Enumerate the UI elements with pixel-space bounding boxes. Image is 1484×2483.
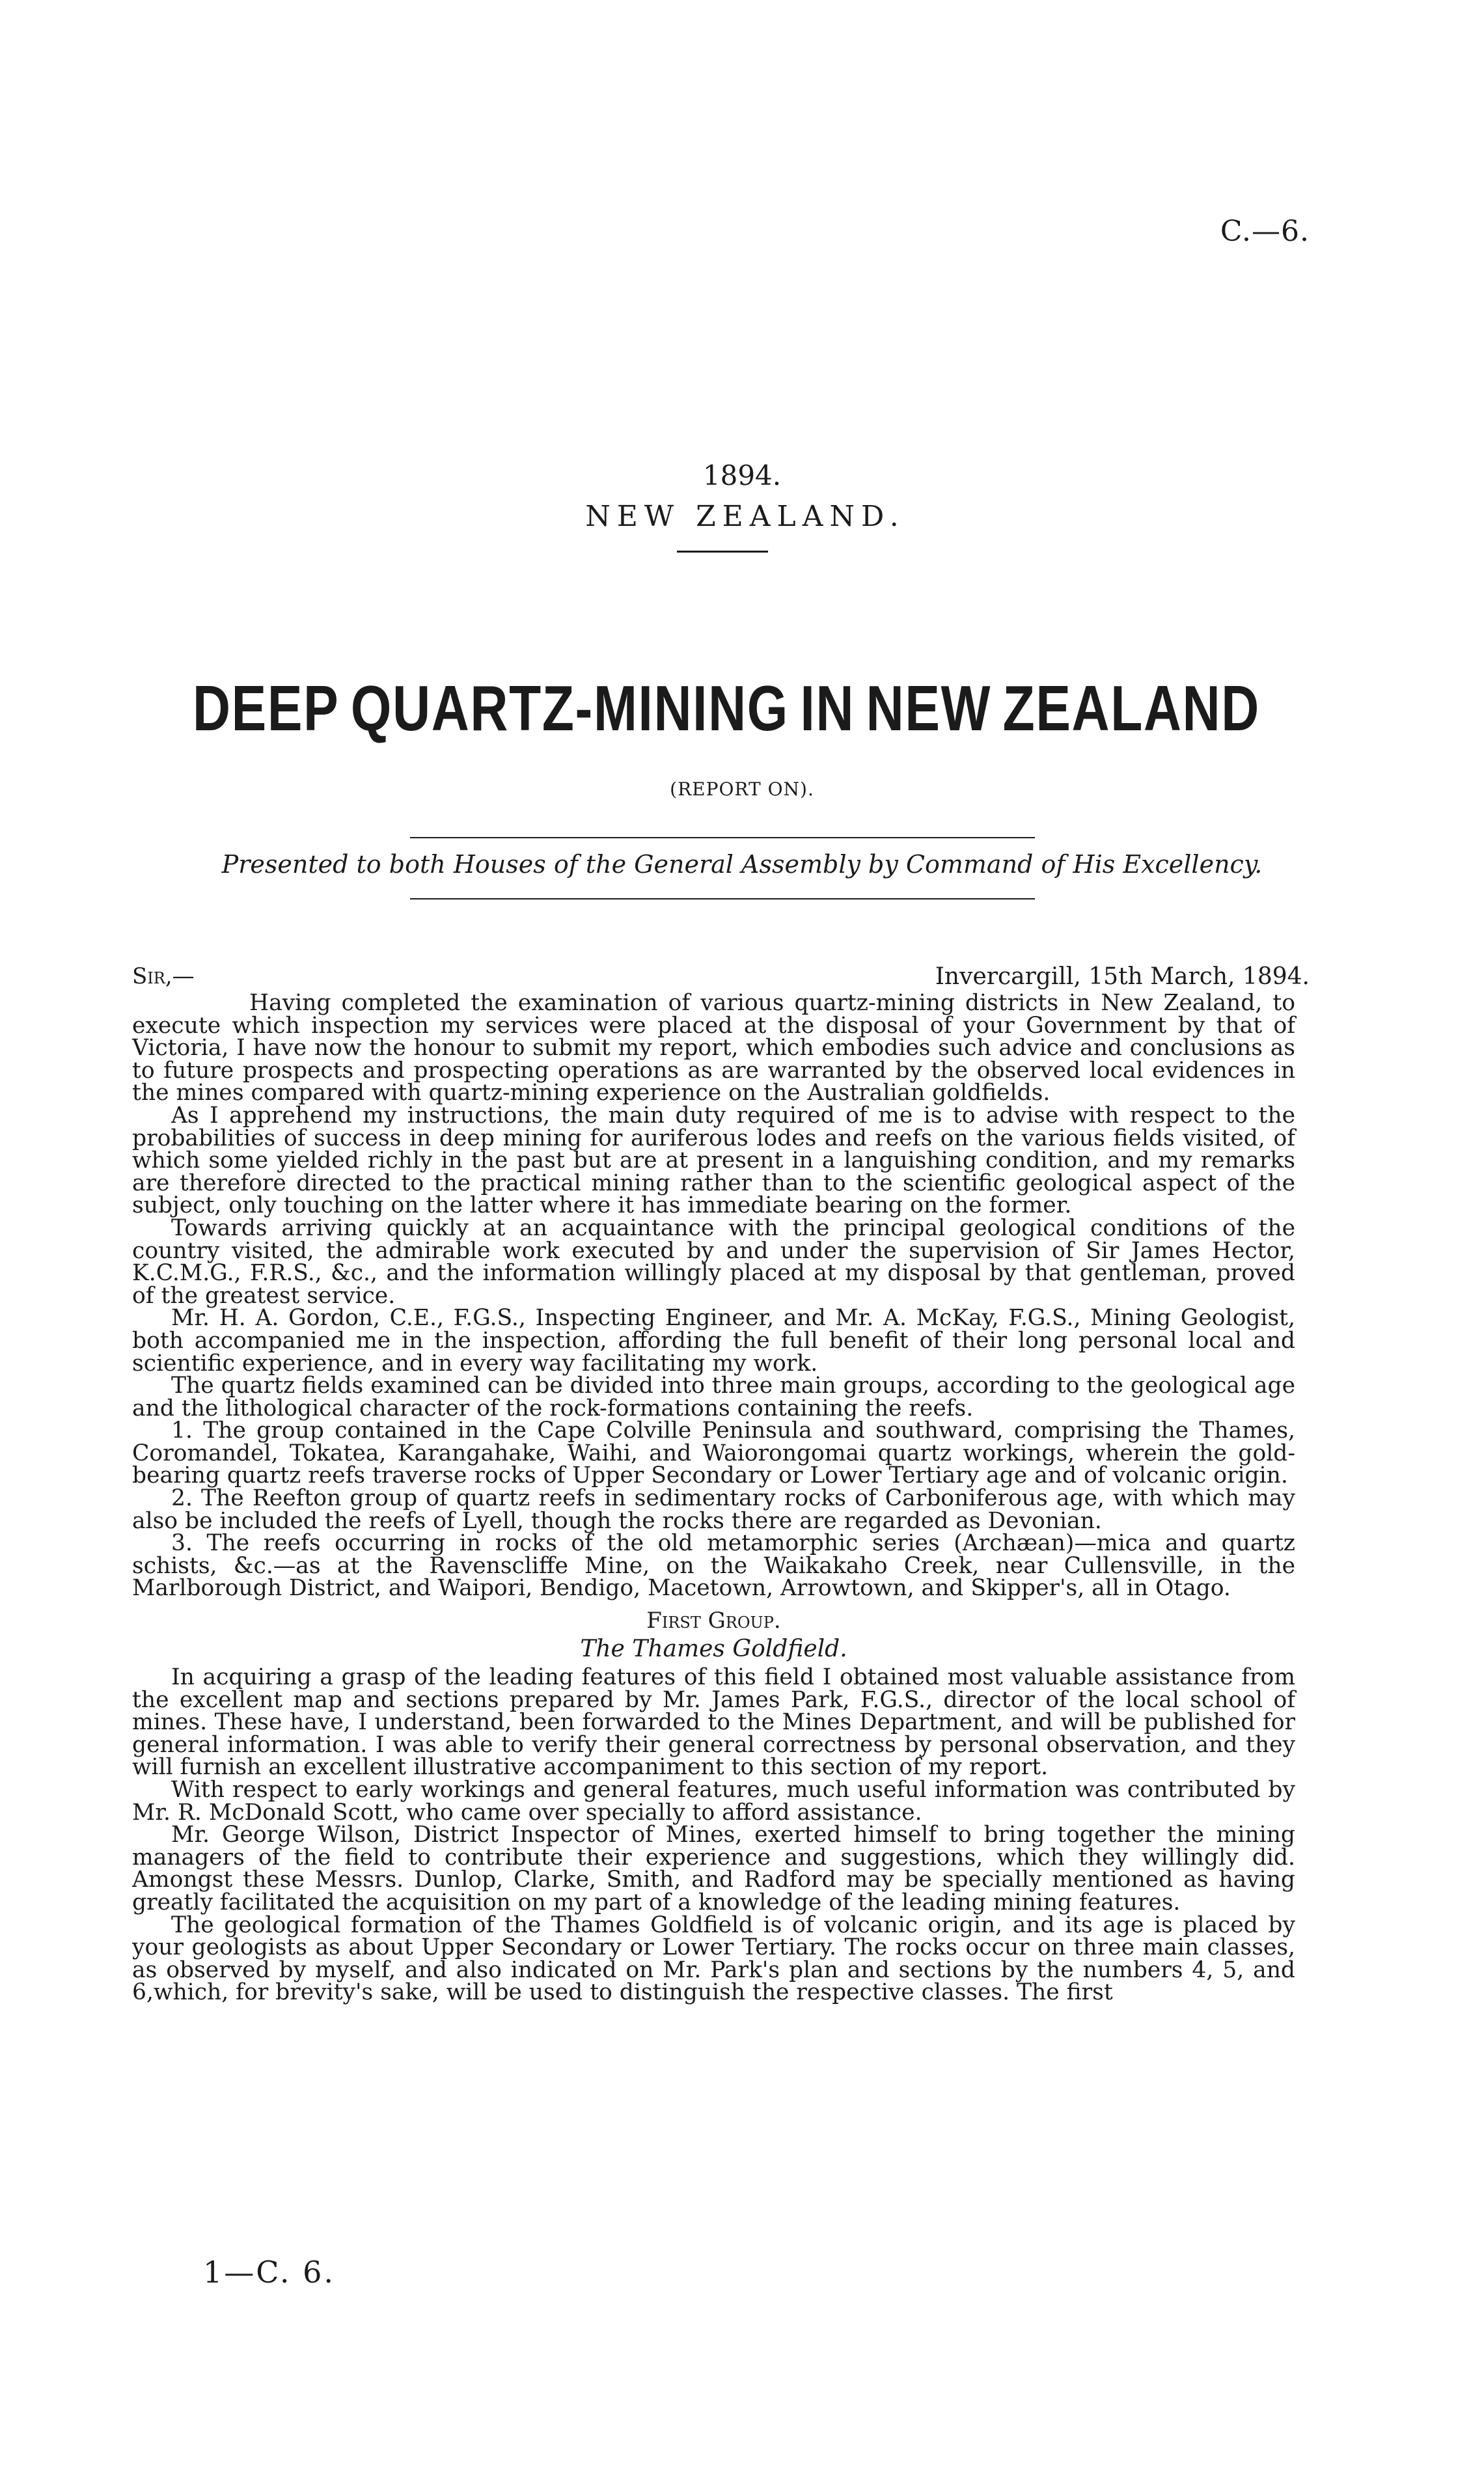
paragraph: Towards arriving quickly at an acquaintance with the principal geological conditions of the country visited, the admirable work executed by and under the supervision of Sir James Hector, K.C.M.G., F.R.S., &c., and the information willingly placed at my disposal by that gentleman, proved of the greatest service. (132, 1214, 1295, 1309)
title-word: DEEP (193, 672, 340, 744)
paragraph: Having completed the examination of various quartz-mining districts in New Zealand, to execute which inspection my services were placed at the disposal of your Government by that of Victoria, I have now the honour to submit my report, which embodies such advice and conclusions as to future prospects and prospecting operations as are warranted by the observed local evidences in the mines compared with quartz-mining experience on the Australian goldfields. (132, 990, 1295, 1106)
sheet-signature-mark: 1—C. 6. (203, 2255, 335, 2290)
divider-rule (410, 837, 1035, 838)
paragraph: Mr. H. A. Gordon, C.E., F.G.S., Inspecting Engineer, and Mr. A. McKay, F.G.S., Mining Geologist, both accompanied me in the inspection, affording the full benefit of their long personal local and scientific experience, and in every way facilitating my work. (132, 1305, 1295, 1377)
document-reference-code: C.—6. (1220, 215, 1310, 248)
title-word: QUARTZ-MINING (350, 672, 789, 744)
list-item: 1. The group contained in the Cape Colville Peninsula and southward, comprising the Thames, Coromandel, Tokatea, Karangahake, Waihi, and Waiorongomai quartz workings, wherein the gold-bearing quartz reefs traverse rocks of Upper Secondary or Lower Tertiary age and of volcanic origin. (132, 1418, 1295, 1489)
section-subheading: The Thames Goldfield. (580, 1636, 847, 1663)
paragraph: As I apprehend my instructions, the main duty required of me is to advise with respect to the probabilities of success in deep mining for auriferous lodes and reefs on the various fields visited, of which some yielded richly in the past but are at present in a languishing condition, and my remarks are therefore directed to the practical mining rather than to the scientific geological aspect of the subject, only touching on the latter where it has immediate bearing on the former. (132, 1102, 1295, 1219)
paragraph: The geological formation of the Thames Goldfield is of volcanic origin, and its age is placed by your geologists as about Upper Secondary or Lower Tertiary. The rocks occur on three main classes, as observed by myself, and also indicated on Mr. Park's plan and sections by the numbers 4, 5, and 6,which, for brevity's sake, will be used to distinguish the respective classes. The first (132, 1912, 1295, 2006)
paragraph: Mr. George Wilson, District Inspector of Mines, exerted himself to bring together the mining managers of the field to contribute their experience and suggestions, which they willingly did. Amongst these Messrs. Dunlop, Clarke, Smith, and Radford may be specially mentioned as having greatly facilitated the acquisition on my part of a knowledge of the leading mining features. (132, 1822, 1295, 1915)
list-item: 2. The Reefton group of quartz reefs in sedimentary rocks of Carboniferous age, with which may also be included the reefs of Lyell, though the rocks there are regarded as Devonian. (132, 1485, 1295, 1534)
report-body (132, 992, 1295, 2004)
document-year: 1894. (702, 460, 782, 491)
title-word: ZEALAND (1002, 672, 1260, 744)
dateline: Invercargill, 15th March, 1894. (935, 963, 1310, 990)
section-heading: First Group. (646, 1608, 781, 1634)
paragraph: In acquiring a grasp of the leading features of this field I obtained most valuable assistance from the excellent map and sections prepared by Mr. James Park, F.G.S., director of the local school of mines. These have, I understand, been forwarded to the Mines Department, and will be published for general information. I was able to verify their general correctness by personal observation, and they will furnish an excellent illustrative accompaniment to this section of my report. (132, 1664, 1295, 1781)
salutation: Sir,— (132, 963, 195, 989)
presentation-note: Presented to both Houses of the General Assembly by Command of His Excellency. (221, 850, 1263, 879)
document-country: NEW ZEALAND. (585, 500, 905, 533)
divider-rule (410, 898, 1035, 899)
report-title (193, 672, 1260, 745)
list-item: 3. The reefs occurring in rocks of the old metamorphic series (Archæan)—mica and quartz schists, &c.—as at the Ravenscliffe Mine, on the Waikakaho Creek, near Cullensville, in the Marlborough District, and Waipori, Bendigo, Macetown, Arrowtown, and Skipper's, all in Otago. (132, 1530, 1295, 1602)
report-subtitle: (REPORT ON). (670, 778, 814, 800)
paragraph: With respect to early workings and general features, much useful information was contributed by Mr. R. McDonald Scott, who came over specially to afford assistance. (132, 1777, 1295, 1826)
title-word: NEW (866, 672, 992, 744)
paragraph: The quartz fields examined can be divided into three main groups, according to the geological age and the lithological character of the rock-formations containing the reefs. (132, 1373, 1295, 1421)
divider-rule (677, 551, 768, 553)
title-word: IN (800, 672, 855, 744)
